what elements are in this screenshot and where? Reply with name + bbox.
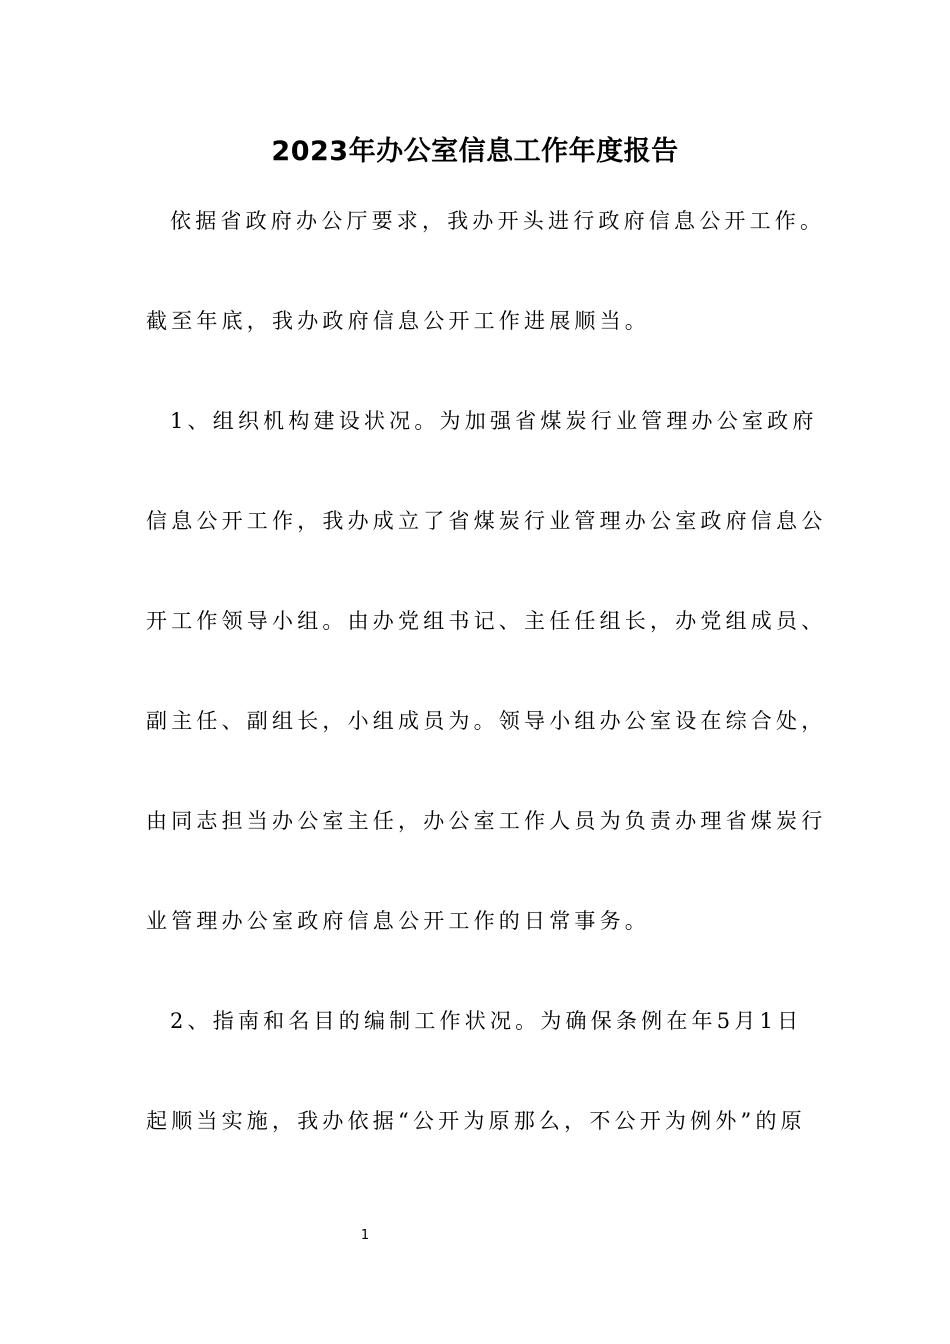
document-body (146, 196, 827, 1146)
paragraph-2-line-6: 业管理办公室政府信息公开工作的日常事务。 (146, 909, 650, 933)
paragraph-2-line-1: 1、组织机构建设状况。为加强省煤炭行业管理办公室政府 (170, 409, 818, 433)
paragraph-2-line-3: 开工作领导小组。由办党组书记、主任任组长，办党组成员、 (146, 609, 827, 633)
document-title: 2023年办公室信息工作年度报告 (271, 136, 679, 167)
paragraph-2-line-2: 信息公开工作，我办成立了省煤炭行业管理办公室政府信息公 (146, 509, 827, 533)
paragraph-3-line-1: 2、指南和名目的编制工作状况。为确保条例在年5月1日 (170, 1009, 803, 1033)
paragraph-2-line-5: 由同志担当办公室主任，办公室工作人员为负责办理省煤炭行 (146, 809, 827, 833)
page-number: 1 (360, 1228, 370, 1243)
paragraph-2-line-4: 副主任、副组长，小组成员为。领导小组办公室设在综合处， (146, 709, 827, 733)
paragraph-1-line-1: 依据省政府办公厅要求，我办开头进行政府信息公开工作。 (170, 209, 826, 233)
paragraph-3-line-2: 起顺当实施，我办依据“公开为原那么，不公开为例外”的原 (146, 1109, 806, 1133)
paragraph-1-line-2: 截至年底，我办政府信息公开工作进展顺当。 (146, 309, 650, 333)
